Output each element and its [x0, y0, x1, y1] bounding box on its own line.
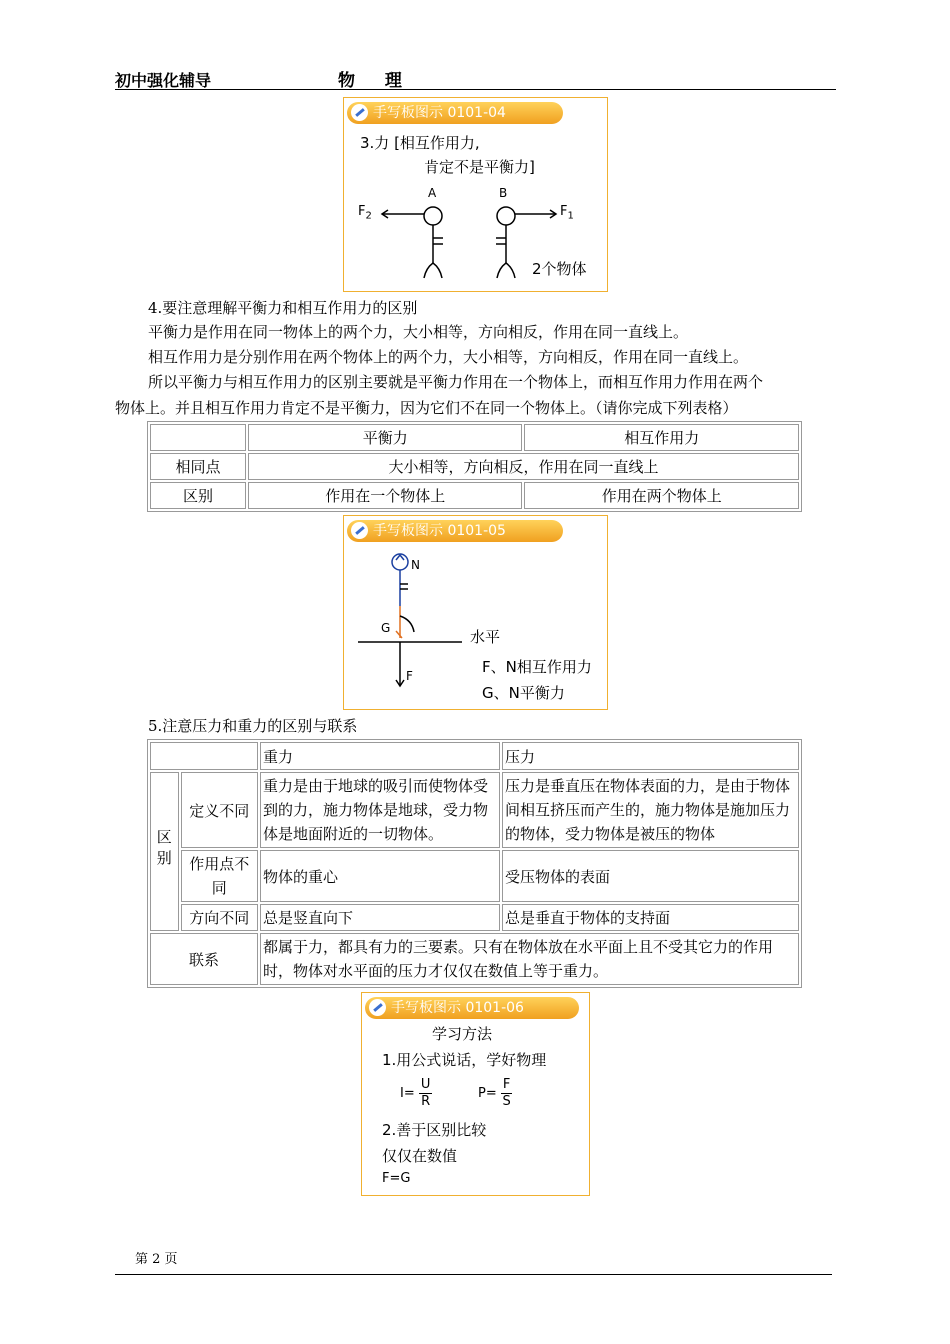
formula-ohm-lhs: I= [400, 1086, 415, 1101]
whiteboard-title-bar [365, 997, 579, 1019]
label-horizontal: 水平 [470, 628, 501, 646]
page-number: 第 2 页 [135, 1252, 178, 1267]
wb3-line3: 2.善于区别比较 [382, 1121, 487, 1139]
label-a: A [428, 186, 437, 200]
label-f2: $F_2$ [358, 204, 372, 222]
whiteboard-title-bar [347, 520, 563, 542]
table-header-interaction: 相互作用力 [524, 424, 799, 451]
section4-p3b: 物体上。并且相互作用力肯定不是平衡力，因为它们不在同一个物体上。（请你完成下列表格） [115, 399, 738, 417]
whiteboard-figure-0101-06 [361, 992, 590, 1196]
wb3-line5: F=G [382, 1171, 411, 1186]
header-rule [115, 89, 836, 90]
formula-pressure [478, 1077, 512, 1110]
pen-icon [369, 999, 386, 1016]
section5-heading: 5.注意压力和重力的区别与联系 [148, 717, 358, 735]
header-subject: 物 理 [338, 71, 414, 91]
wb1-line1: 3.力 [相互作用力, [360, 134, 480, 152]
table-row-label-point: 作用点不同 [181, 850, 258, 902]
wb2-note2: G、N平衡力 [482, 684, 565, 702]
table-header-pressure: 压力 [502, 742, 799, 770]
header-left-title: 初中强化辅导 [115, 71, 212, 90]
comparison-table-balance-vs-interaction [147, 421, 802, 512]
wb1-note: 2个物体 [532, 260, 587, 278]
label-f1: $F_1$ [560, 204, 574, 222]
formula-pressure-den: S [502, 1094, 511, 1109]
wb3-line1: 学习方法 [432, 1025, 493, 1043]
whiteboard-title-bar [347, 102, 563, 124]
label-n: N [411, 558, 420, 572]
table-group-label-diff: 区别 [150, 772, 179, 931]
wb1-line2: 肯定不是平衡力] [424, 158, 535, 176]
whiteboard-figure-0101-05 [343, 515, 608, 710]
footer-rule [115, 1274, 832, 1275]
table-row-label-diff: 区别 [150, 482, 246, 509]
table-row-label-definition: 定义不同 [181, 772, 258, 848]
whiteboard-title: 手写板图示 0101-06 [391, 1000, 524, 1016]
section4-p1: 平衡力是作用在同一物体上的两个力，大小相等，方向相反，作用在同一直线上。 [148, 323, 689, 341]
section4-p3a: 所以平衡力与相互作用力的区别主要就是平衡力作用在一个物体上，而相互作用力作用在两个 [148, 373, 764, 391]
formula-ohm-den: R [421, 1094, 431, 1109]
table-header-gravity: 重力 [260, 742, 500, 770]
table-cell-diff-balance: 作用在一个物体上 [248, 482, 522, 509]
label-g: G [381, 621, 391, 635]
table-cell-link-text: 都属于力，都具有力的三要素。只有在物体放在水平面上且不受其它力的作用时，物体对水平面的压力才仅仅在数值上等于重力。 [260, 933, 799, 985]
whiteboard-title: 手写板图示 0101-05 [373, 523, 506, 539]
formula-pressure-lhs: P= [478, 1086, 497, 1101]
table-cell-diff-interaction: 作用在两个物体上 [524, 482, 799, 509]
table-cell-pressure-direction: 总是垂直于物体的支持面 [502, 904, 799, 931]
formula-pressure-num: F [502, 1077, 511, 1092]
wb3-line2: 1.用公式说话，学好物理 [382, 1051, 547, 1069]
table-cell-gravity-definition: 重力是由于地球的吸引而使物体受到的力，施力物体是地球，受力物体是地面附近的一切物体。 [260, 772, 500, 848]
wb3-line4: 仅仅在数值 [382, 1147, 458, 1165]
table-cell-pressure-definition: 压力是垂直压在物体表面的力，是由于物体间相互挤压而产生的，施力物体是施加压力的物体，受力物体是被压的物体 [502, 772, 799, 848]
wb2-note1: F、N相互作用力 [482, 658, 592, 676]
whiteboard-title: 手写板图示 0101-04 [373, 105, 506, 121]
label-f: F [406, 669, 413, 683]
table-cell-same-value: 大小相等，方向相反，作用在同一直线上 [248, 453, 799, 480]
table-cell-empty [150, 742, 258, 770]
formula-ohm [400, 1077, 432, 1110]
whiteboard-figure-0101-04 [343, 97, 608, 292]
table-cell-gravity-point: 物体的重心 [260, 850, 500, 902]
pen-icon [351, 104, 368, 121]
formula-ohm-num: U [420, 1077, 431, 1092]
table-cell-pressure-point: 受压物体的表面 [502, 850, 799, 902]
table-cell-gravity-direction: 总是竖直向下 [260, 904, 500, 931]
table-row-label-same: 相同点 [150, 453, 246, 480]
section4-p2: 相互作用力是分别作用在两个物体上的两个力，大小相等，方向相反，作用在同一直线上。 [148, 348, 749, 366]
table-header-balance: 平衡力 [248, 424, 522, 451]
label-f2-sub: 2 [365, 210, 372, 222]
label-b: B [499, 186, 508, 200]
table-row-label-link: 联系 [150, 933, 258, 985]
label-f1-sub: 1 [567, 210, 574, 222]
table-row-label-direction: 方向不同 [181, 904, 258, 931]
table-cell-empty [150, 424, 246, 451]
section4-heading: 4.要注意理解平衡力和相互作用力的区别 [148, 299, 418, 317]
pen-icon [351, 522, 368, 539]
comparison-table-gravity-vs-pressure [147, 739, 802, 988]
